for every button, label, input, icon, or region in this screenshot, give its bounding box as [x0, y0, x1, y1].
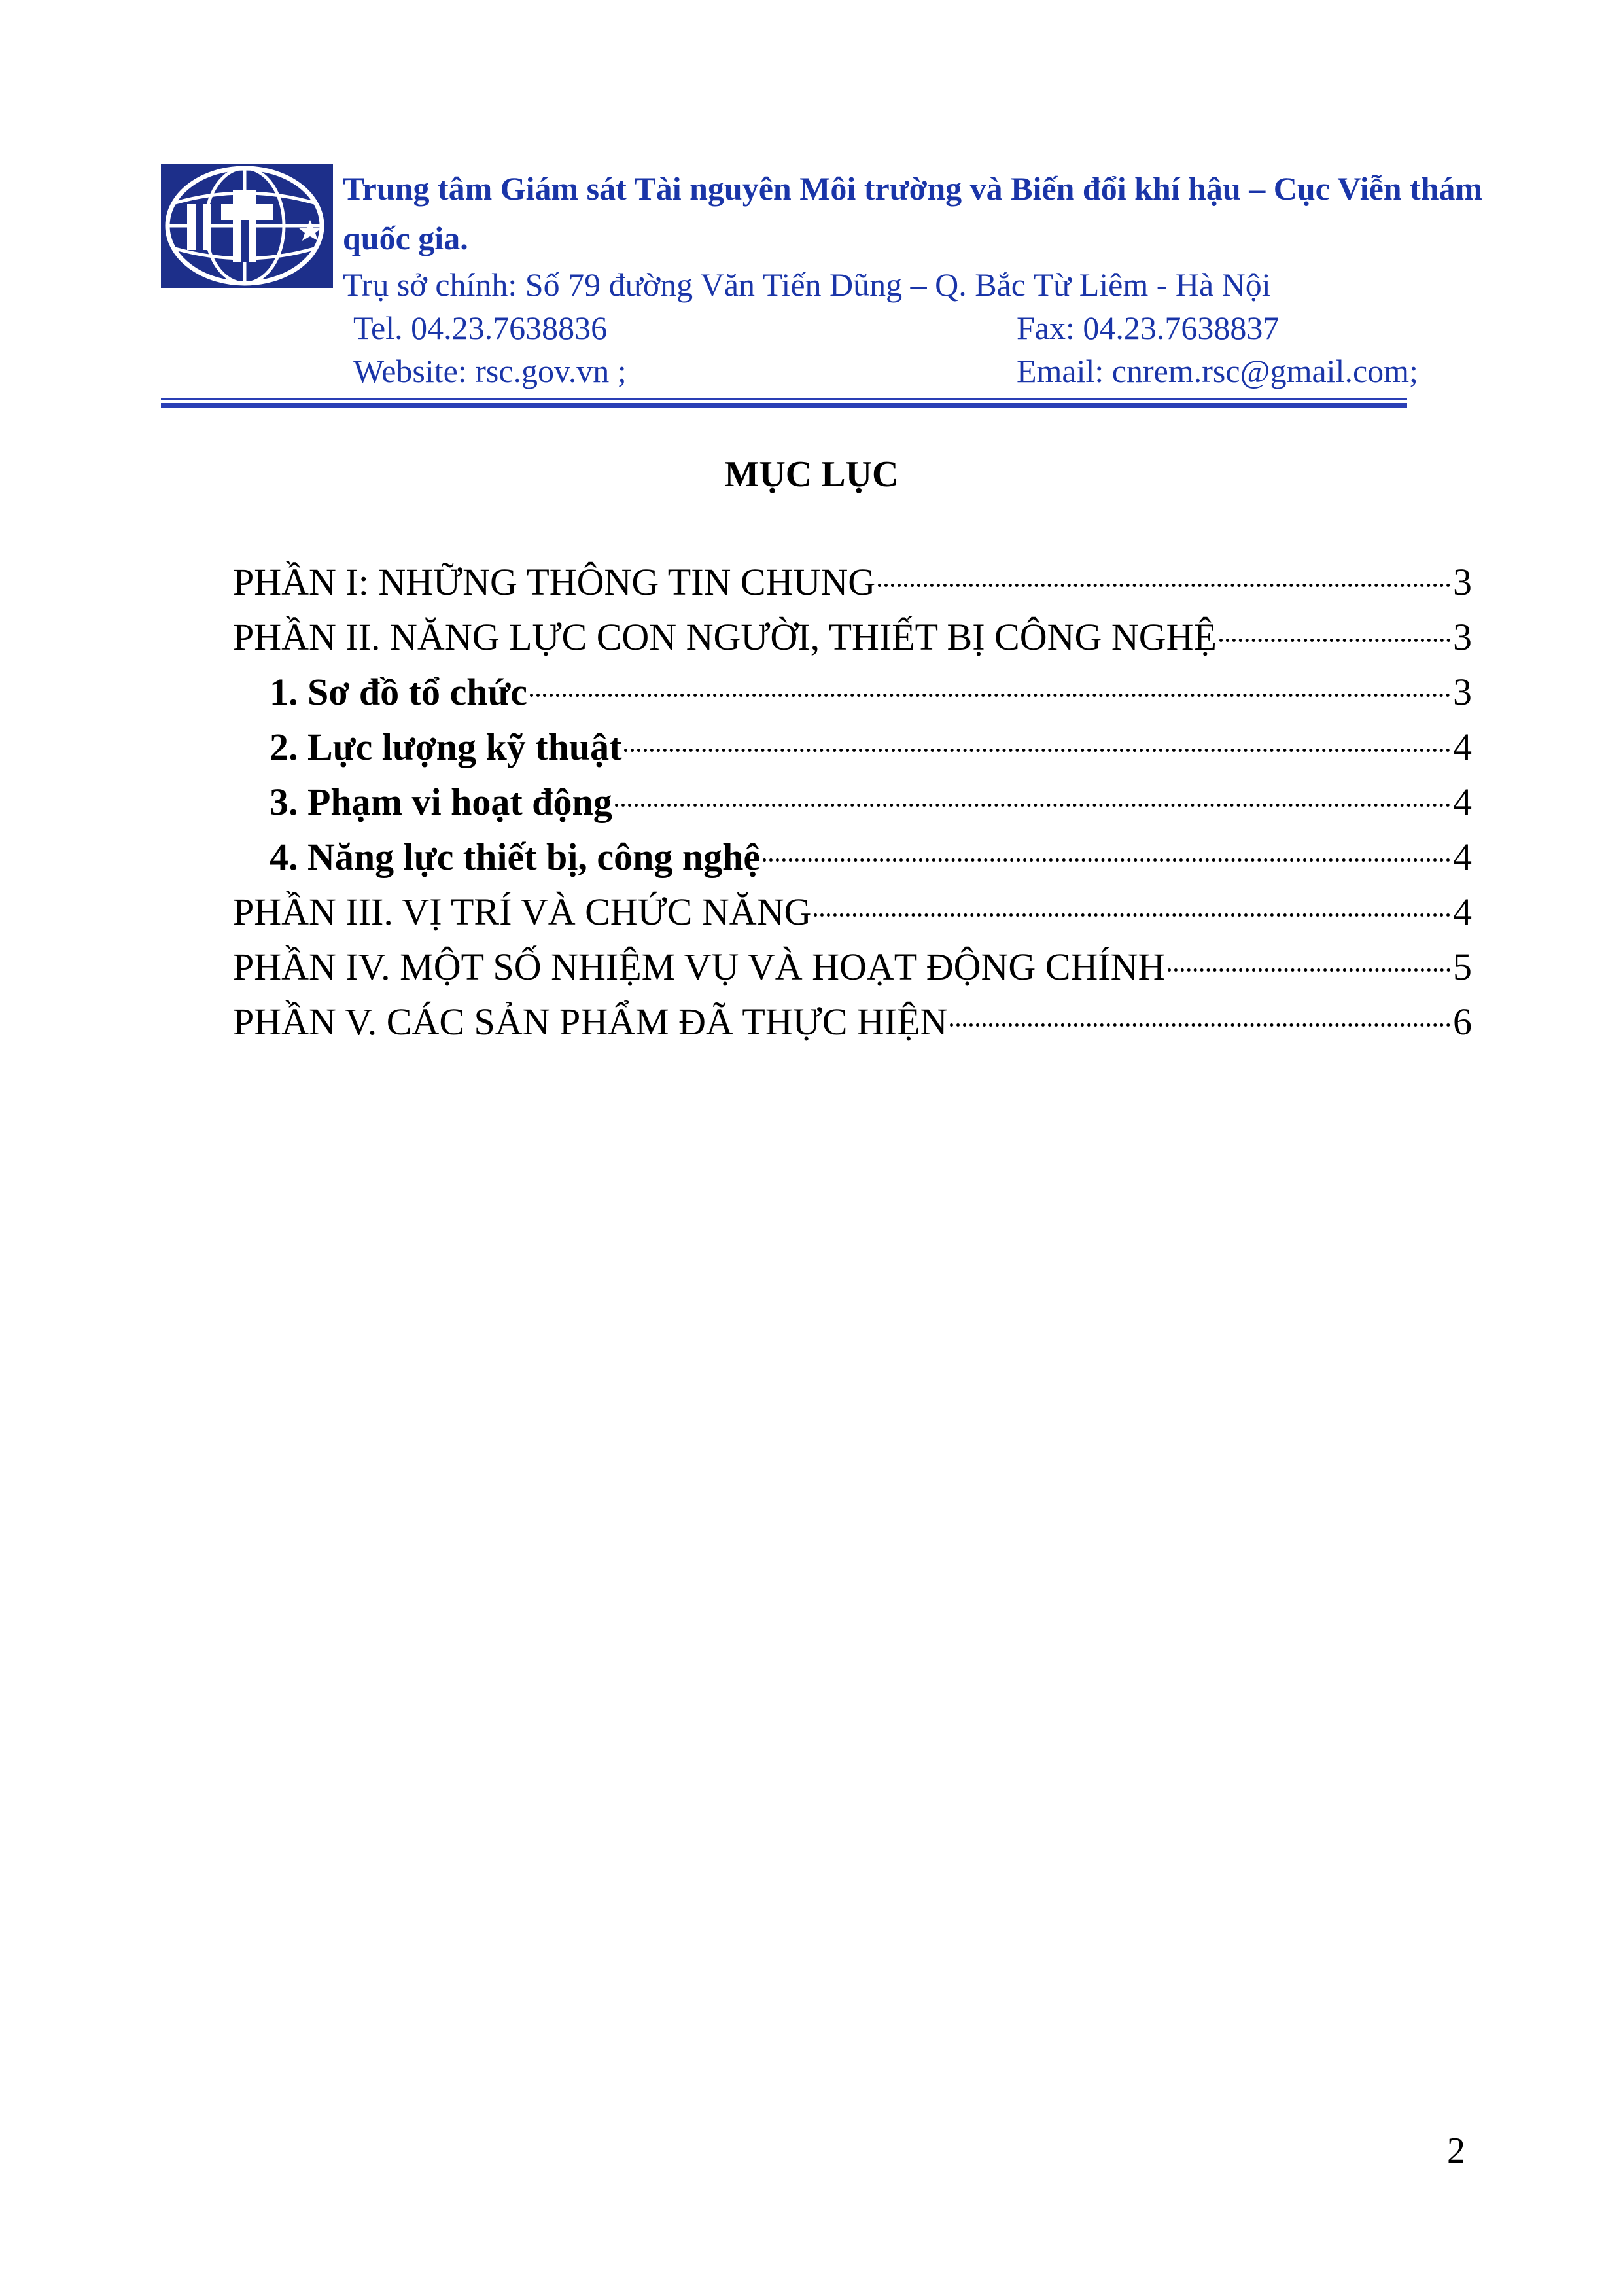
toc-dot-leader: [814, 913, 1450, 917]
toc-entry-page: 3: [1453, 671, 1472, 713]
toc-dot-leader: [624, 749, 1450, 752]
telephone-number: Tel. 04.23.7638836: [353, 309, 608, 346]
header-divider-thin: [161, 398, 1407, 400]
fax-number: Fax: 04.23.7638837: [1017, 309, 1280, 346]
table-of-contents: [233, 555, 1472, 1050]
toc-entry-label: PHẦN III. VỊ TRÍ VÀ CHỨC NĂNG: [233, 891, 812, 933]
toc-dot-leader: [1219, 639, 1450, 642]
toc-entry-page: 6: [1453, 1000, 1472, 1043]
toc-entry-label: 3. Phạm vi hoạt động: [270, 781, 612, 823]
toc-dot-leader: [950, 1023, 1450, 1027]
toc-entry-page: 4: [1453, 781, 1472, 823]
toc-entry-page: 3: [1453, 616, 1472, 658]
phone-fax-row: [353, 306, 1280, 349]
toc-entry[interactable]: [233, 555, 1472, 610]
toc-entry-label: 4. Năng lực thiết bị, công nghệ: [270, 836, 761, 878]
toc-entry-label: 1. Sơ đồ tổ chức: [270, 671, 527, 713]
toc-entry-label: 2. Lực lượng kỹ thuật: [270, 726, 622, 768]
toc-subentry[interactable]: [233, 720, 1472, 775]
table-of-contents-title: MỤC LỤC: [724, 454, 899, 495]
toc-subentry[interactable]: [233, 775, 1472, 830]
rsc-logo-icon: [161, 164, 333, 288]
toc-entry-label: PHẦN IV. MỘT SỐ NHIỆM VỤ VÀ HOẠT ĐỘNG CHÍNH: [233, 945, 1166, 988]
toc-entry-page: 5: [1453, 945, 1472, 988]
toc-entry-page: 3: [1453, 561, 1472, 603]
toc-dot-leader: [1168, 968, 1450, 972]
head-office-address: Trụ sở chính: Số 79 đường Văn Tiến Dũng – Q. Bắc Từ Liêm - Hà Nội: [343, 266, 1271, 303]
toc-entry-page: 4: [1453, 891, 1472, 933]
toc-entry[interactable]: [233, 995, 1472, 1050]
toc-entry[interactable]: [233, 610, 1472, 665]
toc-entry-page: 4: [1453, 726, 1472, 768]
toc-entry-page: 4: [1453, 836, 1472, 878]
page-number: 2: [1447, 2130, 1465, 2171]
toc-entry-label: PHẦN II. NĂNG LỰC CON NGƯỜI, THIẾT BỊ CÔNG NGHỆ: [233, 616, 1217, 658]
toc-dot-leader: [878, 584, 1450, 587]
email-link[interactable]: Email: cnrem.rsc@gmail.com;: [1017, 353, 1418, 389]
organization-name: Trung tâm Giám sát Tài nguyên Môi trường và Biến đổi khí hậu – Cục Viễn thám: [343, 170, 1483, 207]
toc-subentry[interactable]: [233, 830, 1472, 885]
letterhead: [161, 164, 1483, 406]
toc-entry[interactable]: [233, 885, 1472, 940]
website-link[interactable]: Website: rsc.gov.vn ;: [353, 353, 627, 389]
toc-dot-leader: [530, 694, 1450, 697]
toc-entry-label: PHẦN V. CÁC SẢN PHẨM ĐÃ THỰC HIỆN: [233, 1000, 948, 1043]
toc-dot-leader: [615, 804, 1450, 807]
toc-entry-label: PHẦN I: NHỮNG THÔNG TIN CHUNG: [233, 561, 876, 603]
organization-name-continued: quốc gia.: [343, 220, 468, 256]
toc-subentry[interactable]: [233, 665, 1472, 720]
web-email-row: [353, 349, 1418, 393]
header-divider-thick: [161, 403, 1407, 408]
toc-dot-leader: [763, 858, 1450, 862]
toc-entry[interactable]: [233, 940, 1472, 995]
